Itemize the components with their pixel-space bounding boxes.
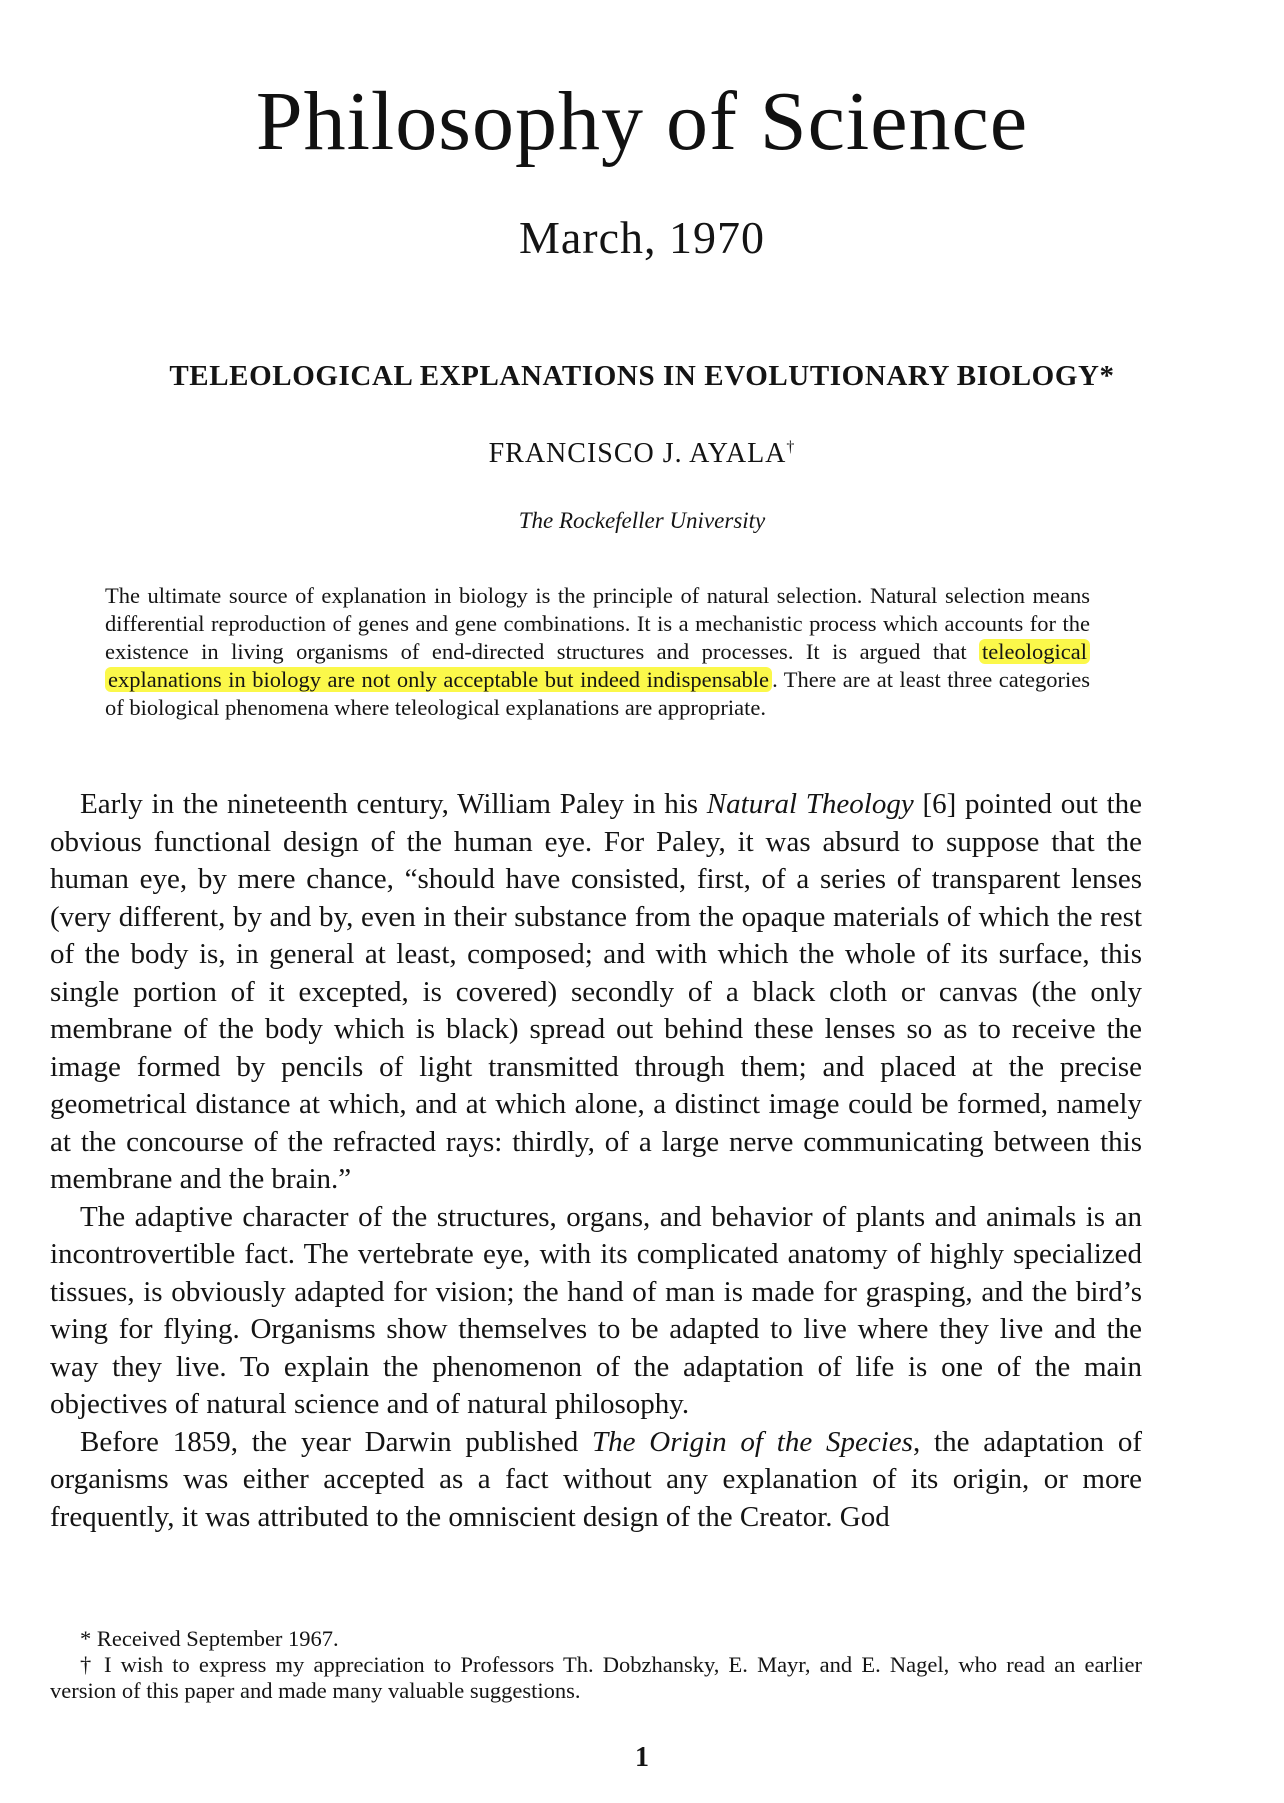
issue-date: March, 1970: [518, 212, 766, 263]
author-name-text: FRANCISCO J. AYALA: [488, 438, 787, 469]
page-number: 1: [635, 1742, 649, 1773]
body-paragraph-1: [50, 786, 1142, 1199]
article-body: [50, 786, 1142, 1536]
paragraph-1-rest: [6] pointed out the obvious functional design of the human eye. For Paley, it was absurd to suppose that the human eye, by mere chance, “should have consisted, first, of a series of transparent lenses (very different, by and by, even in their substance from the opaque materials of which the rest of the body is, in general at least, composed; and with which the whole of its surface, this single portion of it excepted, is covered) secondly of a black cloth or canvas (the only membrane of the body which is black) spread out behind these lenses so as to receive the image formed by pencils of light transmitted through them; and placed at the precise geometrical distance at which, and at which alone, a distinct image could be formed, namely at the concourse of the refracted rays: thirdly, of a large nerve communicating between this membrane and the brain.”: [50, 788, 1142, 1195]
abstract-text-end: . There are at least three categories of biological phenomena where teleological explanations are appropriate.: [105, 667, 1090, 720]
footnote-received: * Received September 1967.: [80, 1626, 339, 1651]
paragraph-3-start: Before 1859, the year Darwin published: [80, 1425, 592, 1458]
paragraph-1-start: Early in the nineteenth century, William Paley in his: [80, 788, 707, 820]
journal-title: Philosophy of Science: [255, 75, 1029, 168]
body-paragraph-2: The adaptive character of the structures, organs, and behavior of plants and animals is an incontrovertible fact. The vertebrate eye, with its complicated anatomy of highly specialized tissues, is obviously adapted for vision; the hand of man is made for grasping, and the bird’s wing for flying. Organisms show themselves to be adapted to live where they live and the way they live. To explain the phenomenon of the adaptation of life is one of the main objectives of natural science and of natural philosophy.: [50, 1200, 1142, 1420]
origin-of-species-title: The Origin of the Species: [592, 1425, 913, 1458]
abstract-text-start: The ultimate source of explanation in biology is the principle of natural selection. Natural selection means differential reproduction of genes and gene combinations. It is a mechanistic process which accounts for the existence in living organisms of end-directed structures and processes. It is argued that: [105, 583, 1090, 664]
author-affiliation: The Rockefeller University: [518, 508, 766, 533]
title-footnote-marker: *: [1099, 360, 1115, 392]
article-title: [0, 360, 1284, 393]
footnotes: [50, 1626, 1142, 1704]
body-paragraph-3: [50, 1424, 1142, 1537]
natural-theology-title: Natural Theology: [706, 788, 914, 820]
abstract: [105, 582, 1090, 722]
author-footnote-marker: †: [786, 438, 796, 456]
footnote-acknowledgement: † I wish to express my appreciation to Professors Th. Dobzhansky, E. Mayr, and E. Nagel, who read an earlier version of this paper and made many valuable suggestions.: [50, 1652, 1142, 1703]
article-title-text: TELEOLOGICAL EXPLANATIONS IN EVOLUTIONARY BIOLOGY: [169, 360, 1100, 392]
abstract-highlight: teleological explanations in biology are not only acceptable but indeed indispensable: [105, 639, 1090, 692]
paragraph-3-rest: , the adaptation of organisms was either accepted as a fact without any explanation of its origin, or more frequently, it was attributed to the omniscient design of the Creator. God: [50, 1425, 1142, 1533]
author-name: [0, 438, 1284, 470]
